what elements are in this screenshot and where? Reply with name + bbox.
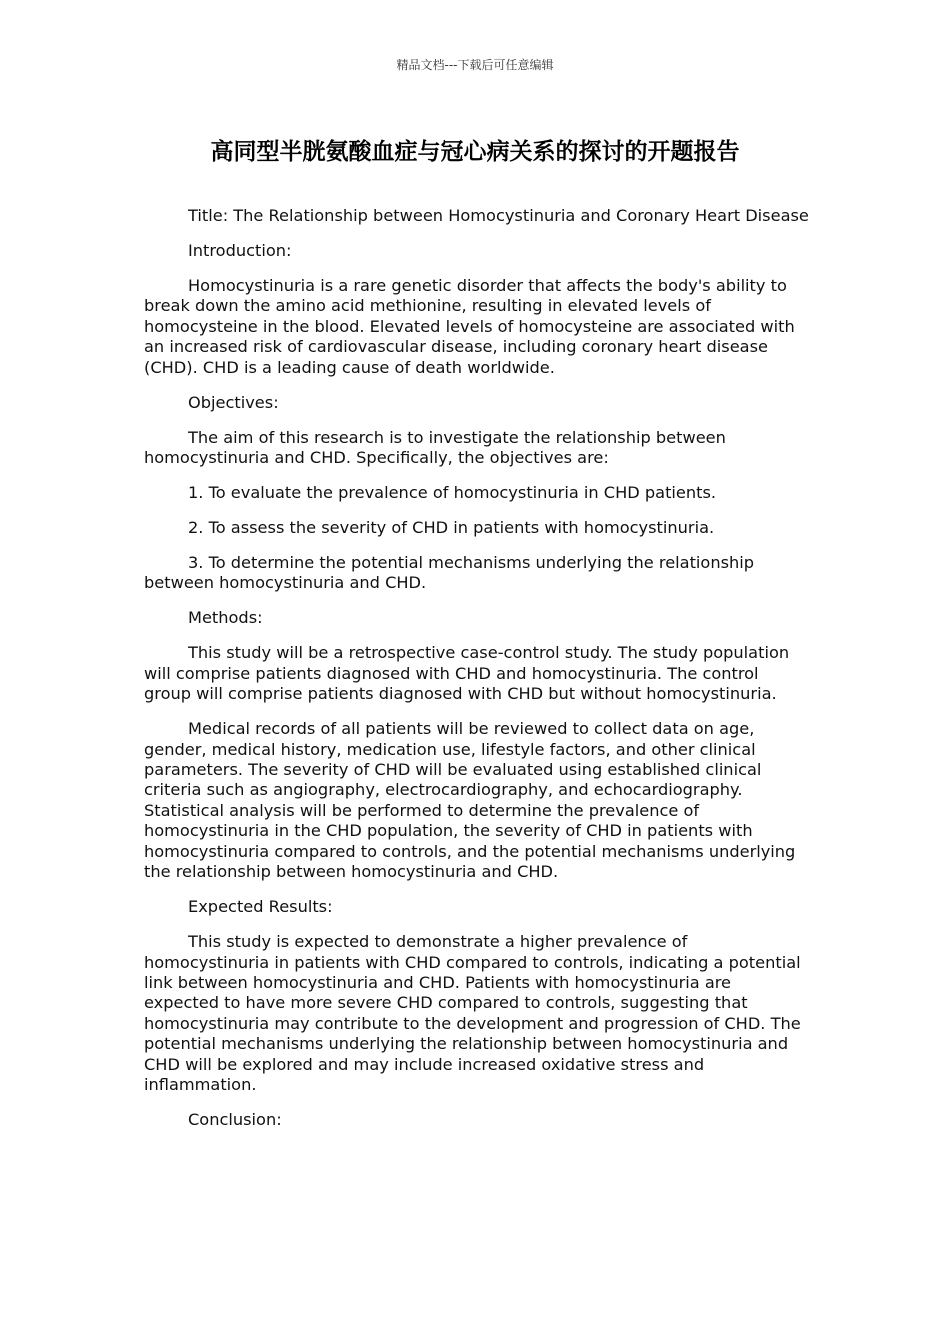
section-heading-expected-results: Expected Results:: [188, 897, 333, 917]
methods-paragraph-1: This study will be a retrospective case-control study. The study population will comprise patients diagnosed with CHD and homocystinuria. The control group will comprise patients diagnosed with CHD but without homocystinuria.: [144, 643, 790, 704]
objective-item-3: 3. To determine the potential mechanisms underlying the relationship between homocystinuria and CHD.: [144, 553, 755, 593]
introduction-paragraph: Homocystinuria is a rare genetic disorder that affects the body's ability to break down the amino acid methionine, resulting in elevated levels of homocysteine in the blood. Elevated levels of homocysteine are associated with an increased risk of cardiovascular disease, including coronary heart disease (CHD). CHD is a leading cause of death worldwide.: [144, 276, 795, 377]
objective-item-1: 1. To evaluate the prevalence of homocystinuria in CHD patients.: [188, 483, 717, 503]
section-heading-introduction: Introduction:: [188, 241, 292, 260]
expected-results-paragraph: This study is expected to demonstrate a higher prevalence of homocystinuria in patients with CHD compared to controls, indicating a potential link between homocystinuria and CHD. Patients with homocystinuria are expected to have more severe CHD compared to controls, suggesting that homocystinuria may contribute to the development and progression of CHD. The potential mechanisms underlying the relationship between homocystinuria and CHD will be explored and may include increased oxidative stress and inflammation.: [144, 932, 801, 1094]
header-watermark-note: 精品文档---下载后可任意编辑: [396, 58, 554, 72]
methods-paragraph-2: Medical records of all patients will be reviewed to collect data on age, gender, medical history, medication use, lifestyle factors, and other clinical parameters. The severity of CHD will be evaluated using established clinical criteria such as angiography, electrocardiography, and echocardiography. Statistical analysis will be performed to determine the prevalence of homocystinuria in the CHD population, the severity of CHD in patients with homocystinuria compared to controls, and the potential mechanisms underlying the relationship between homocystinuria and CHD.: [144, 719, 796, 882]
section-heading-conclusion: Conclusion:: [188, 1109, 282, 1129]
section-heading-objectives: Objectives:: [188, 392, 279, 412]
document-title: 高同型半胱氨酸血症与冠心病关系的探讨的开题报告: [210, 139, 740, 165]
section-heading-methods: Methods:: [188, 608, 263, 628]
paper-title-line: Title: The Relationship between Homocystinuria and Coronary Heart Disease: [188, 206, 809, 225]
document-body: [144, 206, 810, 1145]
objectives-intro-paragraph: The aim of this research is to investigate the relationship between homocystinuria and CHD. Specifically, the objectives are:: [144, 427, 726, 468]
objective-item-2: 2. To assess the severity of CHD in patients with homocystinuria.: [188, 518, 715, 538]
